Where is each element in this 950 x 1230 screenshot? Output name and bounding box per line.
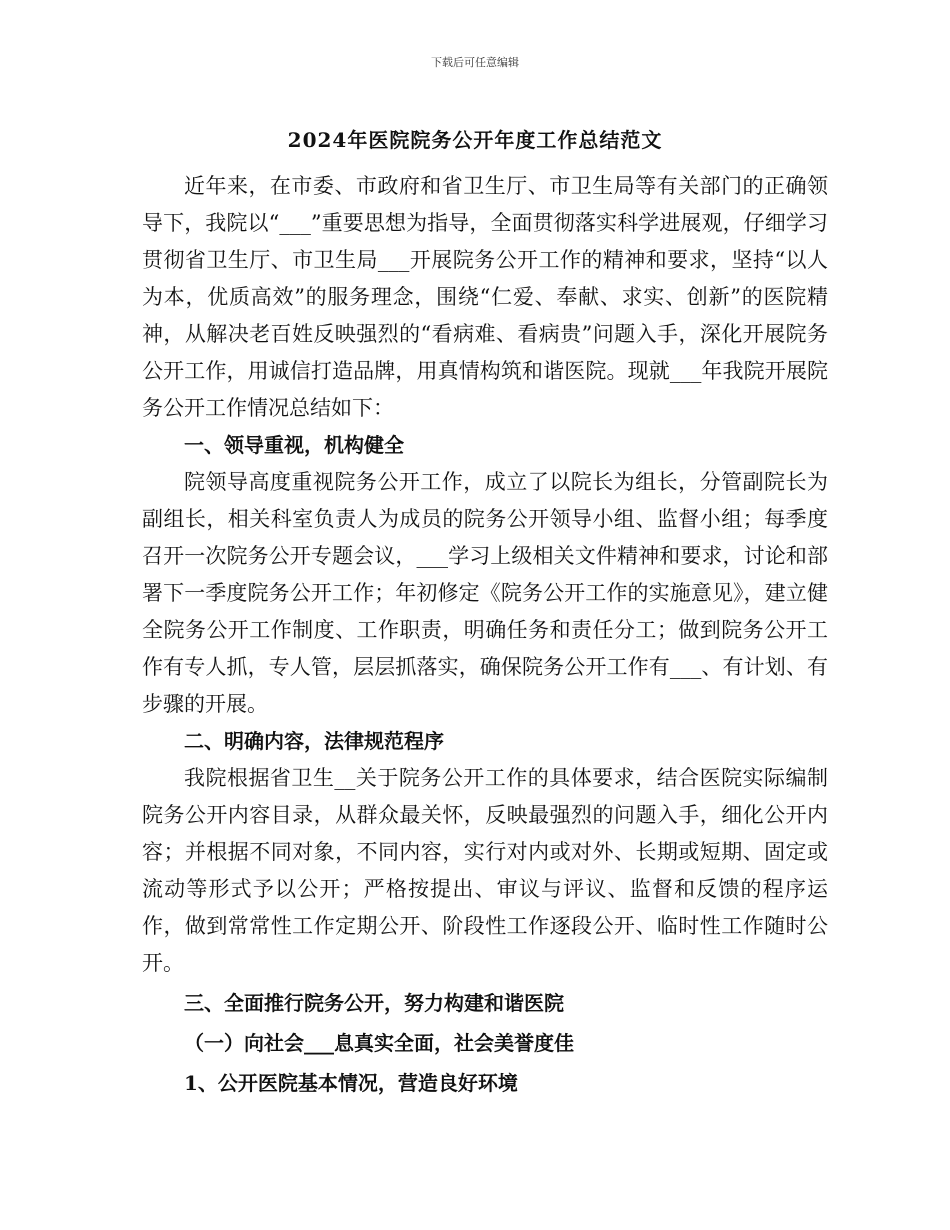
- section-heading-3: 三、全面推行院务公开，努力构建和谐医院: [184, 991, 564, 1015]
- section-heading-2: 二、明确内容，法律规范程序: [184, 729, 444, 753]
- section-1-paragraph: 院领导高度重视院务公开工作，成立了以院长为组长，分管副院长为副组长，相关科室负责人为成员的院务公开领导小组、监督小组；每季度召开一次院务公开专题会议，___学习上级相关文件精神和要求，讨论和部署下一季度院务公开工作；年初修定《院务公开工作的实施意见》，建立健全院务公开工作制度、工作职责，明确任务和责任分工；做到院务公开工作有专人抓，专人管，层层抓落实，确保院务公开工作有___、有计划、有步骤的开展。: [142, 470, 828, 716]
- subsection-heading-3-1-1: 1、公开医院基本情况，营造良好环境: [184, 1071, 518, 1095]
- section-2-paragraph: 我院根据省卫生__关于院务公开工作的具体要求，结合医院实际编制院务公开内容目录，从群众最关怀，反映最强烈的问题入手，细化公开内容；并根据不同对象，不同内容，实行对内或对外、长期或短期、固定或流动等形式予以公开；严格按提出、审议与评议、监督和反馈的程序运作，做到常常性工作定期公开、阶段性工作逐段公开、临时性工作随时公开。: [142, 766, 828, 975]
- document-body: [142, 168, 828, 1102]
- intro-paragraph: 近年来，在市委、市政府和省卫生厅、市卫生局等有关部门的正确领导下，我院以“___”重要思想为指导，全面贯彻落实科学进展观，仔细学习贯彻省卫生厅、市卫生局___开展院务公开工作的精神和要求，坚持“以人为本，优质高效”的服务理念，围绕“仁爱、奉献、求实、创新”的医院精神，从解决老百姓反映强烈的“看病难、看病贵”问题入手，深化开展院务公开工作，用诚信打造品牌，用真情构筑和谐医院。现就___年我院开展院务公开工作情况总结如下：: [142, 174, 828, 420]
- section-heading-1: 一、领导重视，机构健全: [184, 433, 404, 457]
- document-title: 2024年医院院务公开年度工作总结范文: [287, 128, 663, 152]
- header-note: 下载后可任意编辑: [431, 56, 519, 69]
- subsection-heading-3-1: （一）向社会___息真实全面，社会美誉度佳: [184, 1031, 574, 1055]
